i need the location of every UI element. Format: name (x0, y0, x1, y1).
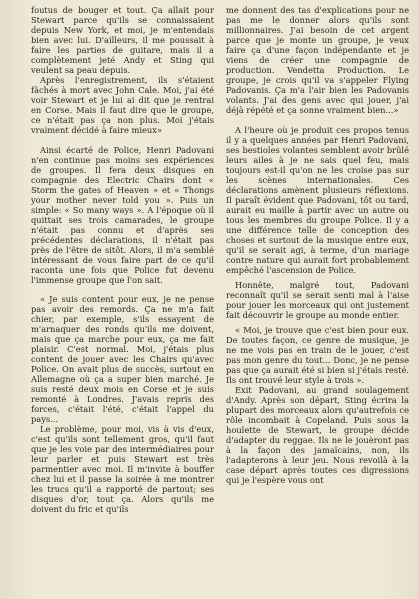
paragraph: Honnête, malgré tout, Padovani reconnaît qu'il se serait senti mal à l'aise pour jouer les morceaux qui ont justement fait découvrir le groupe au monde entier. (226, 279, 409, 320)
paragraph: Après l'enregistrement, ils s'étaient fâchés à mort avec John Cale. Moi, j'ai été voir Stewart et je lui ai dit que je rentrai en Corse. Mais il faut dire que le groupe, ce n'était pas ça non plus. Moi j'étais vraiment décidé à faire mieux» (31, 75, 214, 135)
paragraph: Exit Padovani, au grand soulagement d'Andy. Après son départ, Sting écrira la plupart des morceaux alors qu'autrefois ce rôle incombait à Copeland. Puis sous la houlette de Stewart, le groupe décide d'adapter du reggae. Ils ne le jouèront pas à la façon des jamaïcains, non, ils l'adapterons à leur jeu. Nous revoilà à la case départ après toutes ces digressions qui je l'espère vous ont (226, 384, 409, 485)
paragraph: « Je suis content pour eux, je ne pense pas avoir des remords. Ça ne m'a fait chier, par exemple, s'ils essayent de m'arnaquer des ronds qu'ils me doivent, mais que ça marche pour eux, ça me fait plaisir. C'est normal. Moi, j'étais plus content de jouer avec les Chairs qu'avec Police. On avait plus de succès, surtout en Allemagne où ça a super bien marché. Je suis resté deux mois en Corse et je suis remonté à Londres. J'avais repris des forces, c'était l'été, c'était l'appel du pays... (31, 294, 214, 424)
right-column (226, 5, 409, 514)
left-column (31, 5, 214, 514)
paragraph: A l'heure où je produit ces propos tenus il y a quelques années par Henri Padovani, ses bestioles volantes semblent avoir brûlé leurs ailes à je ne sais quel feu, mais toujours est-il qu'on ne les croise pas sur les scènes internationales. Ces déclarations amènent plusieurs réflexions. Il paraît évident que Padovani, tôt ou tard, aurait eu maille à partir avec un autre ou tous les membres du groupe Police. Il y a une différence telle de conception des choses et surtout de la musique entre eux, qu'il se serait agi, à terme, d'un mariage contre nature qui aurait fort probablement empêché l'ascension de Police. (226, 124, 409, 275)
paragraph: foutus de bouger et tout. Ça allait pour Stewart parce qu'ils se connaissaient depuis New York, et moi, je m'entendais bien avec lui. D'ailleurs, il me poussait à faire les parties de guitare, mais il a complètement jeté Andy et Sting qui veulent sa peau depuis. (31, 5, 214, 75)
paragraph: me donnent des tas d'explications pour ne pas me le donner alors qu'ils sont millionnaires. J'ai besoin de cet argent parce que je monte un groupe, je veux faire ça d'une façon indépendante et je viens de créer une compagnie de production. Vendetta Production. Le groupe, je crois qu'il va s'appeler Flying Padovanis. Ça m'a l'air bien les Padovanis volants. J'ai des gens avec qui jouer, j'ai déjà répété et ça sonne vraiment bien...» (226, 5, 409, 115)
paragraph: Le problème, pour moi, vis à vis d'eux, c'est qu'ils sont tellement gros, qu'il faut que je les voie par des intermédiaires pour leur parler et puis Stewart est très parmentier avec moi. Il m'invite à bouffer chez lui et il passe la soirée à me montrer les trucs qu'il a rapporté de partout; ses disques d'or, tout ça. Alors qu'ils me doivent du fric et qu'ils (31, 424, 214, 514)
paragraph: « Moi, je trouve que c'est bien pour eux. De toutes façon, ce genre de musique, je ne me vois pas en train de le jouer, c'est pas mon genre du tout... Donc, je ne pense pas que ça aurait été si bien si j'étais resté. Ils ont trouvé leur style à trois ». (226, 324, 409, 385)
paragraph: Ainsi écarté de Police, Henri Padovani n'en continue pas moins ses expériences de groupes. Il fera deux disques en compagnie des Electric Chairs dont « Storm the gates of Heaven » et « Thongs your mother never told you ». Puis un simple: « So many ways ». A l'époque où il quittait ses trois camarades, le groupe n'était pas connu et d'après ses précédentes déclarations, il n'était pas près de l'être de sitôt. Alors, il m'a semblé intéressant de vous faire part de ce qu'il raconta une fois que Police fut devenu l'immense groupe que l'on sait. (31, 144, 214, 285)
article-columns (31, 5, 409, 514)
